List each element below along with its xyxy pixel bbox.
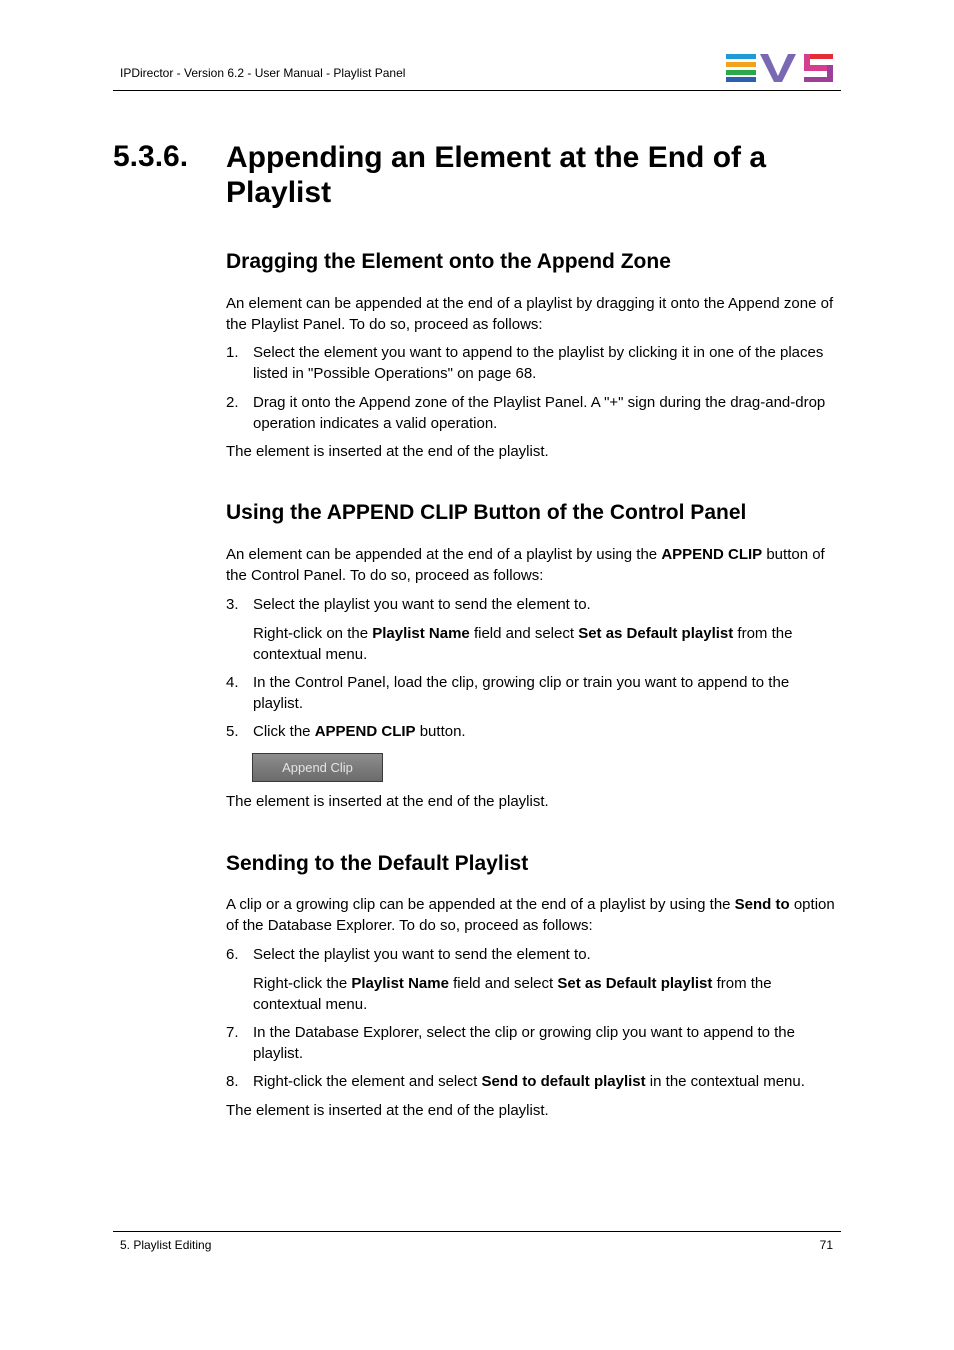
step-2 <box>226 393 841 434</box>
section-heading-dragging: Dragging the Element onto the Append Zone <box>226 250 671 273</box>
step-number: 5. <box>226 723 239 740</box>
section1-result: The element is inserted at the end of the playlist. <box>226 443 549 460</box>
step-1 <box>226 343 841 384</box>
step-6 <box>226 945 841 966</box>
step-number: 7. <box>226 1024 239 1041</box>
step-text: In the Database Explorer, select the clip or growing clip you want to append to the playlist. <box>253 1024 795 1062</box>
step-text: Right-click the element and select Send to default playlist in the contextual menu. <box>253 1073 805 1090</box>
step-text: Select the playlist you want to send the element to. <box>253 946 591 963</box>
page-number: 71 <box>819 1238 833 1252</box>
evs-logo <box>726 54 834 82</box>
step-number: 2. <box>226 394 239 411</box>
section-heading-default-playlist: Sending to the Default Playlist <box>226 852 529 875</box>
step-6-substep: Right-click the Playlist Name field and select Set as Default playlist from the contextual menu. <box>253 975 772 1013</box>
step-number: 3. <box>226 596 239 613</box>
step-8 <box>226 1072 841 1093</box>
step-text: Select the element you want to append to the playlist by clicking it in one of the places listed in "Possible Operations" on page 68. <box>253 344 824 382</box>
header-divider <box>113 90 841 91</box>
step-number: 8. <box>226 1073 239 1090</box>
footer-chapter: 5. Playlist Editing <box>120 1238 212 1252</box>
chapter-title: Appending an Element at the End of a Playlist <box>226 141 767 209</box>
running-header: IPDirector - Version 6.2 - User Manual - Playlist Panel <box>120 66 406 80</box>
step-number: 1. <box>226 344 239 361</box>
step-text: Click the APPEND CLIP button. <box>253 723 466 740</box>
section3-intro: A clip or a growing clip can be appended at the end of a playlist by using the Send to option of the Database Explorer. To do so, proceed as follows: <box>226 896 835 934</box>
step-3 <box>226 595 841 616</box>
section-heading-append-clip: Using the APPEND CLIP Button of the Control Panel <box>226 501 747 524</box>
step-4 <box>226 673 841 714</box>
chapter-number: 5.3.6. <box>113 140 189 173</box>
section2-intro: An element can be appended at the end of a playlist by using the APPEND CLIP button of the Control Panel. To do so, proceed as follows: <box>226 546 825 584</box>
step-7 <box>226 1023 841 1064</box>
footer-divider <box>113 1231 841 1232</box>
section2-result: The element is inserted at the end of the playlist. <box>226 793 549 810</box>
step-number: 4. <box>226 674 239 691</box>
step-number: 6. <box>226 946 239 963</box>
section3-result: The element is inserted at the end of the playlist. <box>226 1102 549 1119</box>
step-text: Select the playlist you want to send the element to. <box>253 596 591 613</box>
section1-intro: An element can be appended at the end of a playlist by dragging it onto the Append zone of the Playlist Panel. To do so, proceed as follows: <box>226 295 834 333</box>
step-text: In the Control Panel, load the clip, growing clip or train you want to append to the playlist. <box>253 674 790 712</box>
step-5 <box>226 722 841 743</box>
append-clip-button-screenshot: Append Clip <box>252 753 383 782</box>
step-3-substep: Right-click on the Playlist Name field and select Set as Default playlist from the contextual menu. <box>253 625 793 663</box>
step-text: Drag it onto the Append zone of the Playlist Panel. A "+" sign during the drag-and-drop operation indicates a valid operation. <box>253 394 826 432</box>
